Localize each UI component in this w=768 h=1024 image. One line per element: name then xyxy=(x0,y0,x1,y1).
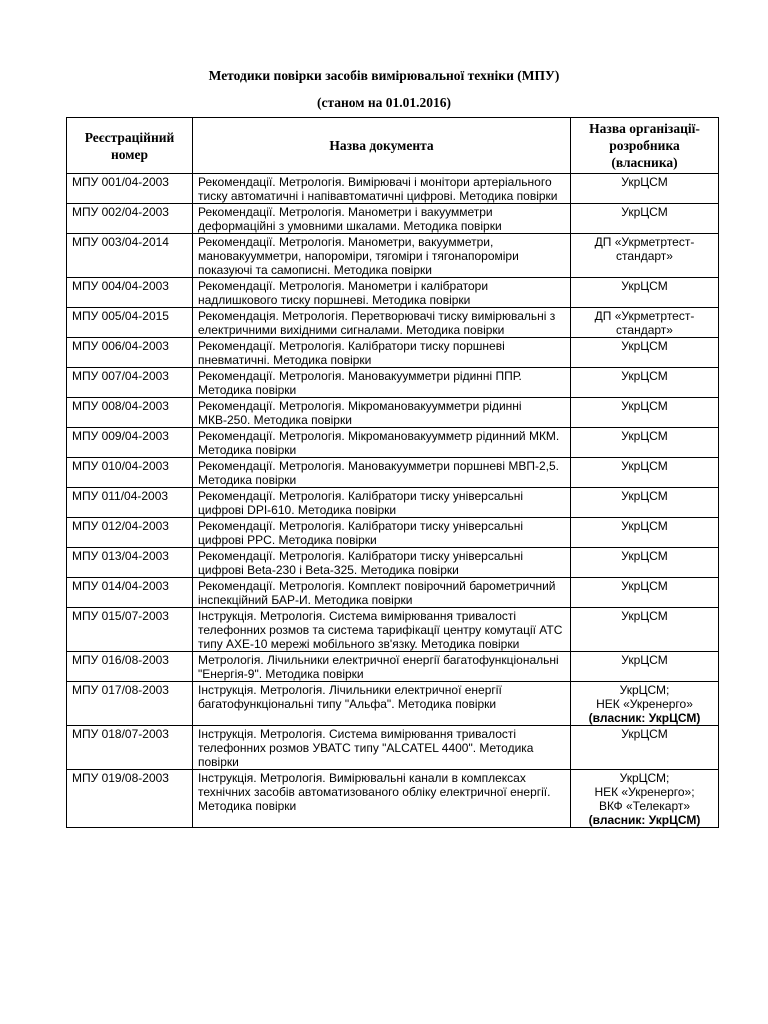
organization-name: УкрЦСМ xyxy=(621,549,668,563)
table-row xyxy=(67,548,719,578)
registration-number-cell: МПУ 004/04-2003 xyxy=(67,278,193,308)
organization-name: УкрЦСМ xyxy=(621,369,668,383)
table-row xyxy=(67,204,719,234)
document-name-cell: Рекомендації. Метрологія. Комплект повірочний барометричний інспекційний БАР-И. Методика повірки xyxy=(193,578,571,608)
registration-number-cell: МПУ 003/04-2014 xyxy=(67,234,193,278)
document-name-cell: Інструкція. Метрологія. Лічильники електричної енергії багатофункціональні типу "Альфа". Методика повірки xyxy=(193,682,571,726)
organization-cell xyxy=(571,174,719,204)
document-name-cell: Рекомендації. Метрологія. Мікромановакуумметри рідинні МКВ-250. Методика повірки xyxy=(193,398,571,428)
organization-name: УкрЦСМ xyxy=(621,519,668,533)
table-row xyxy=(67,726,719,770)
document-name-cell: Рекомендації. Метрологія. Манометри, вакуумметри, мановакуумметри, напороміри, тягоміри і тягонапороміри показуючі та самописні. Методика повірки xyxy=(193,234,571,278)
registration-number-cell: МПУ 008/04-2003 xyxy=(67,398,193,428)
table-row xyxy=(67,518,719,548)
organization-name: УкрЦСМ; xyxy=(619,683,670,697)
organization-name: УкрЦСМ xyxy=(621,399,668,413)
table-row xyxy=(67,308,719,338)
organization-cell xyxy=(571,548,719,578)
document-name-cell: Інструкція. Метрологія. Система вимірювання тривалості телефонних розмов УВАТС типу "ALCATEL 4400". Методика повірки xyxy=(193,726,571,770)
table-row xyxy=(67,234,719,278)
organization-name: НЕК «Укренерго»; xyxy=(594,785,695,799)
registration-number-cell: МПУ 015/07-2003 xyxy=(67,608,193,652)
table-row xyxy=(67,398,719,428)
organization-cell xyxy=(571,770,719,828)
registration-number-cell: МПУ 005/04-2015 xyxy=(67,308,193,338)
organization-cell xyxy=(571,726,719,770)
document-name-cell: Рекомендації. Метрологія. Мановакуумметри рідинні ППР. Методика повірки xyxy=(193,368,571,398)
organization-cell xyxy=(571,234,719,278)
organization-cell xyxy=(571,652,719,682)
header-registration-number: Реєстраційний номер xyxy=(67,118,193,174)
table-row xyxy=(67,458,719,488)
registration-number-cell: МПУ 012/04-2003 xyxy=(67,518,193,548)
header-document-name: Назва документа xyxy=(193,118,571,174)
organization-name: УкрЦСМ xyxy=(621,459,668,473)
document-name-cell: Метрологія. Лічильники електричної енергії багатофункціональні "Енергія-9". Методика повірки xyxy=(193,652,571,682)
table-row xyxy=(67,652,719,682)
organization-name: УкрЦСМ xyxy=(621,175,668,189)
registration-number-cell: МПУ 014/04-2003 xyxy=(67,578,193,608)
table-row xyxy=(67,770,719,828)
table-body xyxy=(67,174,719,828)
document-name-cell: Рекомендації. Метрологія. Калібратори тиску універсальні цифрові PPC. Методика повірки xyxy=(193,518,571,548)
organization-cell xyxy=(571,368,719,398)
organization-cell xyxy=(571,428,719,458)
document-name-cell: Рекомендації. Метрологія. Калібратори тиску універсальні цифрові DPI-610. Методика повірки xyxy=(193,488,571,518)
organization-cell xyxy=(571,278,719,308)
organization-cell xyxy=(571,308,719,338)
table-row xyxy=(67,428,719,458)
table-row xyxy=(67,682,719,726)
registration-number-cell: МПУ 013/04-2003 xyxy=(67,548,193,578)
registration-number-cell: МПУ 007/04-2003 xyxy=(67,368,193,398)
document-name-cell: Рекомендації. Метрологія. Калібратори тиску поршневі пневматичні. Методика повірки xyxy=(193,338,571,368)
registration-number-cell: МПУ 011/04-2003 xyxy=(67,488,193,518)
organization-name: ВКФ «Телекарт» xyxy=(598,799,691,813)
document-name-cell: Рекомендації. Метрологія. Мановакуумметри поршневі МВП-2,5. Методика повірки xyxy=(193,458,571,488)
table-header-row xyxy=(67,118,719,174)
registration-number-cell: МПУ 016/08-2003 xyxy=(67,652,193,682)
organization-cell xyxy=(571,578,719,608)
document-name-cell: Рекомендації. Метрологія. Мікромановакуумметр рідинний МКМ. Методика повірки xyxy=(193,428,571,458)
table-row xyxy=(67,578,719,608)
organization-cell xyxy=(571,682,719,726)
table-row xyxy=(67,278,719,308)
document-name-cell: Інструкція. Метрологія. Система вимірювання тривалості телефонних розмов та система тарифікації центру комутації АТС типу AXE-10 мережі мобільного зв'язку. Методика повірки xyxy=(193,608,571,652)
document-subtitle: (станом на 01.01.2016) xyxy=(316,95,452,110)
document-name-cell: Рекомендації. Метрологія. Манометри і вакуумметри деформаційні з умовними шкалами. Методика повірки xyxy=(193,204,571,234)
organization-name: ДП «Укрметртест-стандарт» xyxy=(594,309,695,337)
table-row xyxy=(67,608,719,652)
document-name-cell: Рекомендації. Метрологія. Вимірювачі і монітори артеріального тиску автоматичні і напівавтоматичні цифрові. Методика повірки xyxy=(193,174,571,204)
registry-table xyxy=(66,117,719,828)
document-title: Методики повірки засобів вимірювальної техніки (МПУ) xyxy=(208,68,560,83)
organization-name: УкрЦСМ xyxy=(621,579,668,593)
owner-note: (власник: УкрЦСМ) xyxy=(588,711,701,725)
organization-cell xyxy=(571,458,719,488)
registration-number-cell: МПУ 017/08-2003 xyxy=(67,682,193,726)
organization-name: УкрЦСМ xyxy=(621,205,668,219)
owner-note: (власник: УкрЦСМ) xyxy=(588,813,701,827)
organization-name: УкрЦСМ xyxy=(621,609,668,623)
organization-cell xyxy=(571,518,719,548)
registration-number-cell: МПУ 002/04-2003 xyxy=(67,204,193,234)
organization-cell xyxy=(571,338,719,368)
table-row xyxy=(67,174,719,204)
organization-name: НЕК «Укренерго» xyxy=(596,697,693,711)
organization-name: УкрЦСМ xyxy=(621,653,668,667)
organization-cell xyxy=(571,608,719,652)
organization-name: УкрЦСМ; xyxy=(619,771,670,785)
organization-cell xyxy=(571,488,719,518)
organization-cell xyxy=(571,204,719,234)
organization-name: УкрЦСМ xyxy=(621,489,668,503)
header-organization: Назва організації-розробника (власника) xyxy=(571,118,719,174)
organization-name: УкрЦСМ xyxy=(621,727,668,741)
organization-name: ДП «Укрметртест-стандарт» xyxy=(594,235,695,263)
table-row xyxy=(67,488,719,518)
document-name-cell: Рекомендація. Метрологія. Перетворювачі тиску вимірювальні з електричними вихідними сигналами. Методика повірки xyxy=(193,308,571,338)
organization-cell xyxy=(571,398,719,428)
registration-number-cell: МПУ 001/04-2003 xyxy=(67,174,193,204)
organization-name: УкрЦСМ xyxy=(621,279,668,293)
registration-number-cell: МПУ 006/04-2003 xyxy=(67,338,193,368)
document-name-cell: Рекомендації. Метрологія. Калібратори тиску універсальні цифрові Beta-230 і Beta-325. Методика повірки xyxy=(193,548,571,578)
organization-name: УкрЦСМ xyxy=(621,339,668,353)
document-name-cell: Рекомендації. Метрологія. Манометри і калібратори надлишкового тиску поршневі. Методика повірки xyxy=(193,278,571,308)
table-row xyxy=(67,338,719,368)
registration-number-cell: МПУ 019/08-2003 xyxy=(67,770,193,828)
registration-number-cell: МПУ 010/04-2003 xyxy=(67,458,193,488)
organization-name: УкрЦСМ xyxy=(621,429,668,443)
document-name-cell: Інструкція. Метрологія. Вимірювальні канали в комплексах технічних засобів автоматизованого обліку електричної енергії. Методика повірки xyxy=(193,770,571,828)
registration-number-cell: МПУ 018/07-2003 xyxy=(67,726,193,770)
registration-number-cell: МПУ 009/04-2003 xyxy=(67,428,193,458)
table-row xyxy=(67,368,719,398)
